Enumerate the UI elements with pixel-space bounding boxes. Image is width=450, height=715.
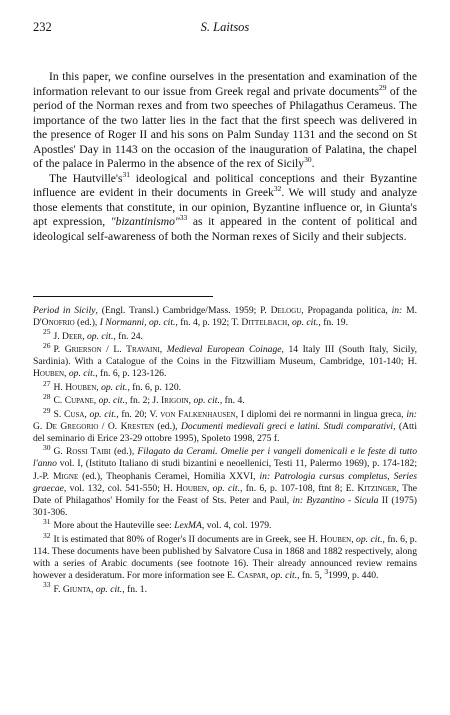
- author: Kresten: [120, 420, 154, 432]
- text: Filagato da Cerami. Omelie per i vangeli domenicali e le feste di tutto l'anno: [33, 446, 417, 470]
- text: . We will study and analyze those elements that constitute, in our opinion, Byzantine influence or, in Giunta's apt expression,: [33, 186, 417, 228]
- text: ,: [91, 583, 96, 595]
- text: The Hautville's: [49, 171, 123, 185]
- footnote-30: [33, 443, 418, 519]
- text: Medieval European Coinage: [166, 344, 282, 356]
- footnote-25: [33, 327, 417, 343]
- edition-superscript: 3: [324, 566, 329, 576]
- text: in: Byzantino - Sicula: [292, 494, 379, 506]
- author: Irigoin: [160, 395, 189, 407]
- author: Houben: [33, 368, 65, 380]
- text: op. cit.: [68, 368, 96, 380]
- footnote-number: 29: [43, 405, 51, 415]
- author: Cusa: [63, 408, 85, 420]
- text: / O.: [98, 420, 121, 432]
- text: , fn. 6, p. 123-126.: [95, 368, 167, 380]
- text: .: [311, 157, 315, 170]
- text: F.: [53, 583, 63, 595]
- text: G.: [53, 446, 66, 458]
- text: ,: [287, 317, 292, 329]
- text: op. cit.: [193, 395, 220, 407]
- text: , fn. 19.: [318, 317, 348, 329]
- text: op. cit.: [270, 570, 298, 582]
- author: Migne: [52, 470, 79, 482]
- footnote-ref-31: 31: [122, 169, 131, 179]
- footnote-ref-29: 29: [379, 82, 387, 92]
- text: , The Date of Philagathos' Homily for the Feast of Sts. Peter and Paul,: [33, 482, 417, 506]
- main-text: [33, 70, 417, 244]
- footnote-number: 33: [43, 580, 51, 590]
- author: De Gregorio: [45, 420, 99, 432]
- text: J.: [53, 330, 63, 342]
- text: , vol. 4, col. 1979.: [201, 520, 272, 532]
- author: von Falkenhausen: [160, 408, 236, 420]
- author: Houben: [320, 533, 352, 545]
- footnote-continued: [33, 305, 417, 329]
- footnote-28: [33, 392, 417, 407]
- footnote-ref-30: 30: [304, 155, 312, 165]
- text: in:: [391, 305, 403, 316]
- footnote-31: [33, 517, 417, 532]
- footnotes: [33, 305, 417, 597]
- text: op. cit.: [86, 330, 114, 342]
- text: , I diplomi dei re normanni in lingua greca,: [235, 408, 407, 420]
- text: in: Patrologia cursus completus, Series graecae: [33, 470, 418, 494]
- author: Grierson: [64, 344, 102, 356]
- author: Dittelbach: [241, 317, 288, 329]
- text: , fn. 4, p. 192; T.: [175, 317, 242, 329]
- author: Houben: [175, 482, 207, 494]
- author: Houben: [65, 381, 97, 393]
- text: ,: [93, 395, 99, 407]
- author: Deer: [62, 330, 83, 342]
- text: (ed.),: [153, 420, 181, 432]
- footnote-number: 27: [43, 378, 51, 388]
- running-head: S. Laitsos: [200, 20, 250, 34]
- text: C.: [53, 395, 65, 407]
- author: Giunta: [62, 583, 92, 595]
- text: (ed.),: [74, 317, 100, 329]
- footnote-26: [33, 340, 418, 380]
- text: ,: [96, 381, 102, 393]
- text: , fn. 6, p. 120.: [127, 381, 182, 393]
- text: ,: [351, 533, 357, 545]
- text: in:: [406, 408, 418, 420]
- footnote-ref-32: 32: [273, 184, 282, 194]
- footnote-number: 31: [43, 517, 51, 527]
- author: Cupane: [64, 395, 94, 407]
- text: It is estimated that 80% of Roger's II documents are in Greek, see H.: [53, 533, 321, 545]
- author: D'Onofrio: [33, 317, 75, 329]
- footnote-number: 26: [43, 340, 51, 350]
- author: Rossi Taibi: [66, 446, 111, 458]
- text: Documenti medievali greci e latini. Studi comparativi: [180, 420, 394, 432]
- text: ,: [82, 330, 87, 342]
- text: ,: [84, 408, 90, 420]
- text: P.: [53, 344, 65, 356]
- text: (ed.), Theophanis Cerameì, Homilia XXVI,: [78, 470, 260, 482]
- text: , fn. 6, p. 107-108, ftnt 8; E.: [240, 482, 358, 494]
- text: LexMA: [174, 520, 202, 532]
- text: op. cit.: [356, 533, 383, 545]
- footnote-27: [33, 378, 417, 394]
- text: G.: [33, 420, 46, 432]
- text: ,: [64, 368, 69, 380]
- text: , fn. 2; J.: [124, 395, 161, 407]
- text: (ed.),: [110, 446, 138, 458]
- text: / L.: [101, 344, 127, 356]
- text: II (1975) 301-306.: [33, 494, 417, 518]
- text: M.: [402, 305, 417, 316]
- footnote-ref-33: 33: [179, 213, 188, 223]
- text: op. cit.: [98, 395, 125, 407]
- text: , fn. 5,: [297, 570, 325, 582]
- text: H.: [53, 381, 66, 393]
- footnote-number: 32: [43, 530, 51, 540]
- text: Period in Sicily: [33, 305, 96, 316]
- text: op. cit.: [95, 583, 123, 595]
- text: , fn. 4.: [219, 395, 245, 407]
- page-number: 232: [33, 20, 52, 34]
- text: op. cit.: [292, 317, 319, 329]
- text: as it appeared in the content of political and ideological self-awareness of both the Norman rexes of Sicily and their subjects.: [33, 215, 417, 243]
- author: Travaini: [126, 344, 160, 356]
- text: 1999, p. 440.: [328, 570, 379, 582]
- text: op. cit.: [101, 381, 128, 393]
- text: , 14 Italy III (South Italy, Sicily, Sardinia). With a Catalogue of the Coins in the Fitzwilliam Museum, Cambridge, 101-140; H.: [33, 344, 418, 368]
- text: More about the Hauteville see:: [53, 520, 175, 532]
- text: op. cit.: [89, 408, 117, 420]
- text: ,: [206, 482, 213, 494]
- text: of the period of the Norman rexes and from two speeches of Philagathus Cerameus. The importance of the two latter lies in the fact that the first speech was delivered in the presence of Roger II and his sons on Palm Sunday 1131 and the second on St Apostles' Day in 1143 on the occasion of the inauguration of Palatina, the chapel of the palace in Palermo in the absence of the rex of Sicily: [33, 84, 417, 170]
- paragraph-2: [33, 169, 417, 245]
- author: Kitzinger: [357, 482, 397, 494]
- text: ,: [159, 344, 167, 356]
- text: , fn. 20; V.: [116, 408, 161, 420]
- footnote-33: [33, 580, 417, 596]
- text: , (Atti del seminario di Erice 23-29 ottobre 1995), Spoleto 1998, 275 f.: [33, 420, 417, 444]
- text: S.: [53, 408, 64, 420]
- text: , fn. 6, p. 114. These documents have been published by Salvatore Cusa in 1868 and 1882 respectively, along with a series of Arabic documents (see footnote 16). Their already announced review remains however a desideratum. For more information see E.: [33, 533, 417, 582]
- page-header: [33, 20, 417, 36]
- text: vol. I, (Istituto Italiano di studi bizantini e neoellenici, Testi 11, Palermo 1969), p. 174-182; J.-P.: [33, 458, 417, 482]
- footnote-number: 30: [43, 443, 51, 453]
- paragraph-1: [33, 70, 417, 172]
- text: , vol. 132, col. 541-550; H.: [63, 482, 176, 494]
- text: I Normanni, op. cit.: [99, 317, 176, 329]
- footnote-number: 25: [43, 327, 51, 337]
- text: , fn. 1.: [122, 583, 147, 595]
- footnote-32: [33, 530, 417, 582]
- text: In this paper, we confine ourselves in the presentation and examination of the information relevant to our issue from Greek regal and private documents: [33, 70, 417, 98]
- author: Delogu: [270, 305, 302, 316]
- text: , fn. 24.: [113, 330, 143, 342]
- text: , (Engl. Transl.) Cambridge/Mass. 1959; P.: [95, 305, 271, 316]
- footnote-separator: [33, 296, 213, 297]
- text: ,: [188, 395, 194, 407]
- text: , Propaganda politica,: [301, 305, 392, 316]
- text: op. cit.: [212, 482, 240, 494]
- text: ,: [265, 570, 271, 582]
- footnote-29: [33, 405, 418, 445]
- text: ideological and political conceptions and their Byzantine influence are evident in their documents in Greek: [33, 171, 417, 199]
- quoted-term: "bizantinismo": [110, 215, 180, 228]
- footnote-number: 28: [43, 392, 51, 402]
- author: Caspar: [237, 570, 266, 582]
